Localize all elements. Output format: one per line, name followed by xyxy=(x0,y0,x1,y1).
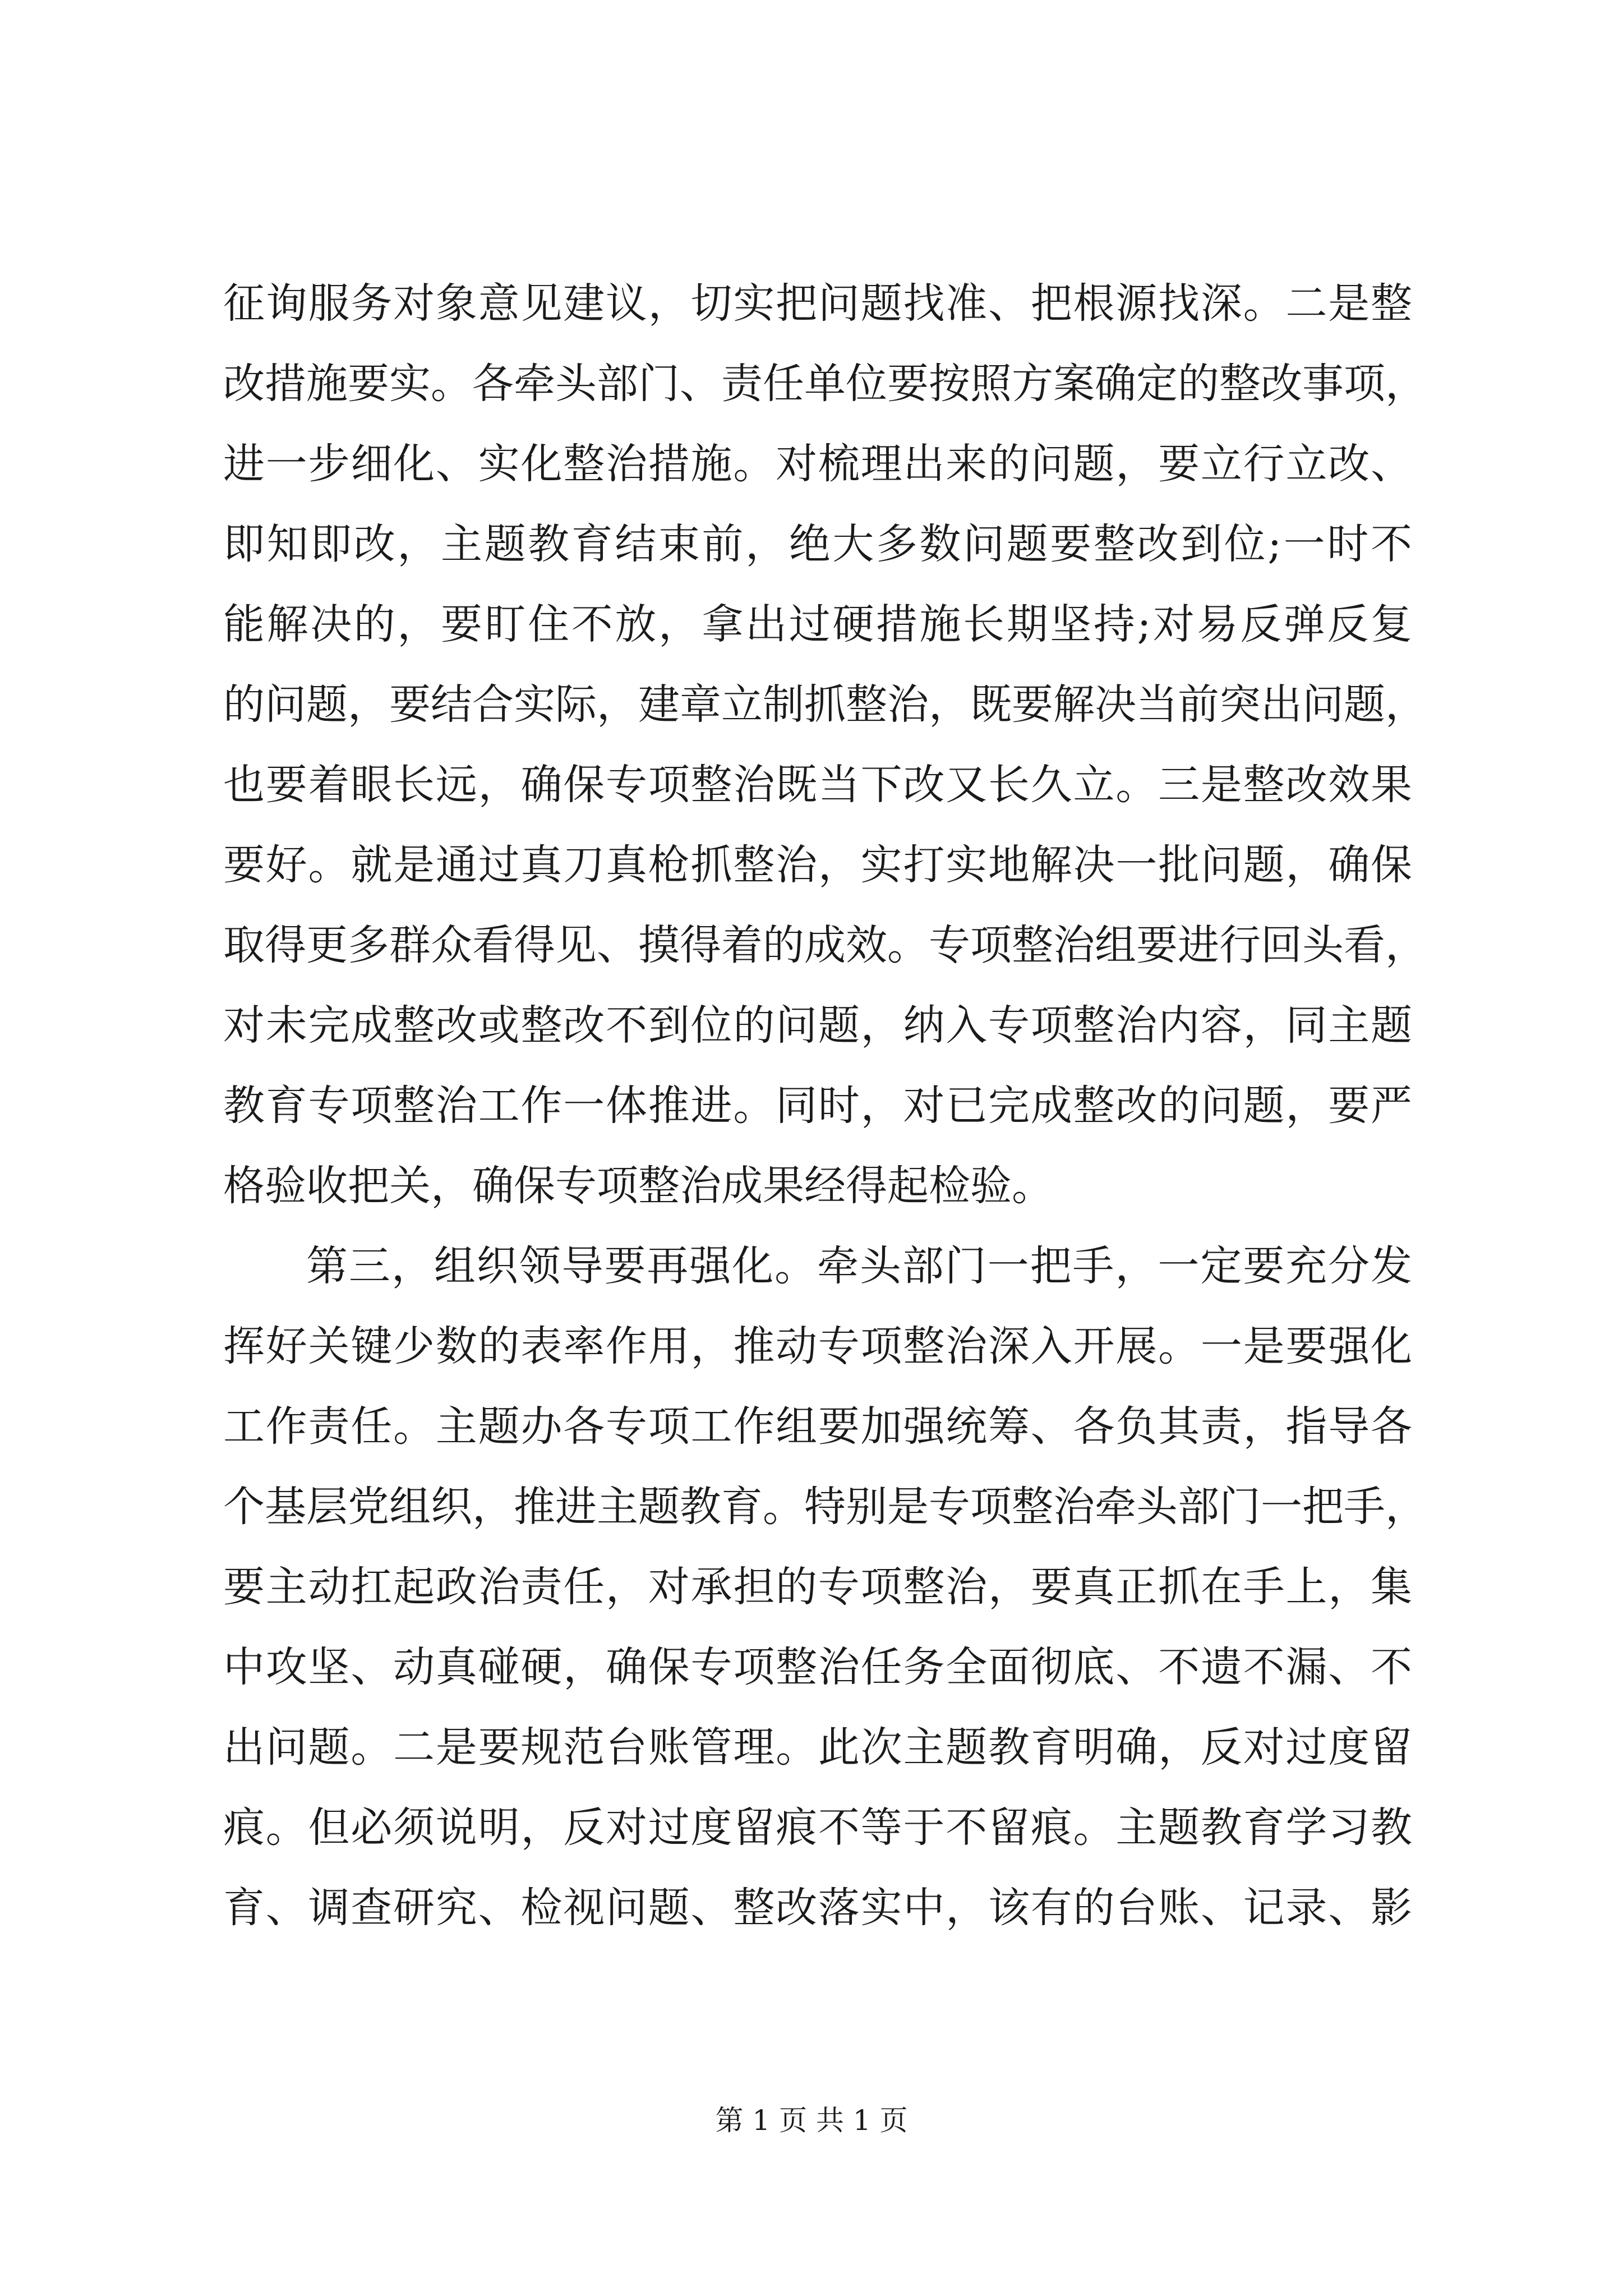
text-line: 格验收把关，确保专项整治成果经得起检验。 xyxy=(223,1162,1053,1210)
text-line: 进一步细化、实化整治措施。对梳理出来的问题，要立行立改、 xyxy=(223,440,1412,488)
text-line: 要主动扛起政治责任，对承担的专项整治，要真正抓在手上，集 xyxy=(223,1563,1412,1611)
text-line: 也要着眼长远，确保专项整治既当下改又长久立。三是整改效果 xyxy=(223,761,1412,809)
text-line: 中攻坚、动真碰硬，确保专项整治任务全面彻底、不遗不漏、不 xyxy=(223,1643,1412,1691)
document-body xyxy=(223,264,1427,1948)
text-line: 征询服务对象意见建议，切实把问题找准、把根源找深。二是整 xyxy=(223,279,1412,328)
text-line: 挥好关键少数的表率作用，推动专项整治深入开展。一是要强化 xyxy=(223,1322,1412,1370)
text-line: 育、调查研究、检视问题、整改落实中，该有的台账、记录、影 xyxy=(223,1884,1412,1932)
text-line: 取得更多群众看得见、摸得着的成效。专项整治组要进行回头看， xyxy=(223,921,1427,969)
text-line: 即知即改，主题教育结束前，绝大多数问题要整改到位;一时不 xyxy=(223,520,1412,568)
page-number-footer: 第 1 页 共 1 页 xyxy=(715,2104,908,2137)
text-line: 要好。就是通过真刀真枪抓整治，实打实地解决一批问题，确保 xyxy=(223,841,1412,889)
text-line: 教育专项整治工作一体推进。同时，对已完成整改的问题，要严 xyxy=(223,1082,1412,1130)
text-line: 个基层党组织，推进主题教育。特别是专项整治牵头部门一把手， xyxy=(223,1483,1427,1531)
text-line: 能解决的，要盯住不放，拿出过硬措施长期坚持;对易反弹反复 xyxy=(223,600,1412,648)
text-line: 的问题，要结合实际，建章立制抓整治，既要解决当前突出问题， xyxy=(223,680,1427,729)
text-line: 痕。但必须说明，反对过度留痕不等于不留痕。主题教育学习教 xyxy=(223,1803,1412,1852)
text-line: 改措施要实。各牵头部门、责任单位要按照方案确定的整改事项， xyxy=(223,360,1427,408)
text-line: 对未完成整改或整改不到位的问题，纳入专项整治内容，同主题 xyxy=(223,1001,1412,1050)
text-line: 工作责任。主题办各专项工作组要加强统筹、各负其责，指导各 xyxy=(223,1402,1412,1451)
text-line: 出问题。二是要规范台账管理。此次主题教育明确，反对过度留 xyxy=(223,1723,1412,1772)
paragraph-first-line: 第三，组织领导要再强化。牵头部门一把手，一定要充分发 xyxy=(306,1242,1412,1290)
